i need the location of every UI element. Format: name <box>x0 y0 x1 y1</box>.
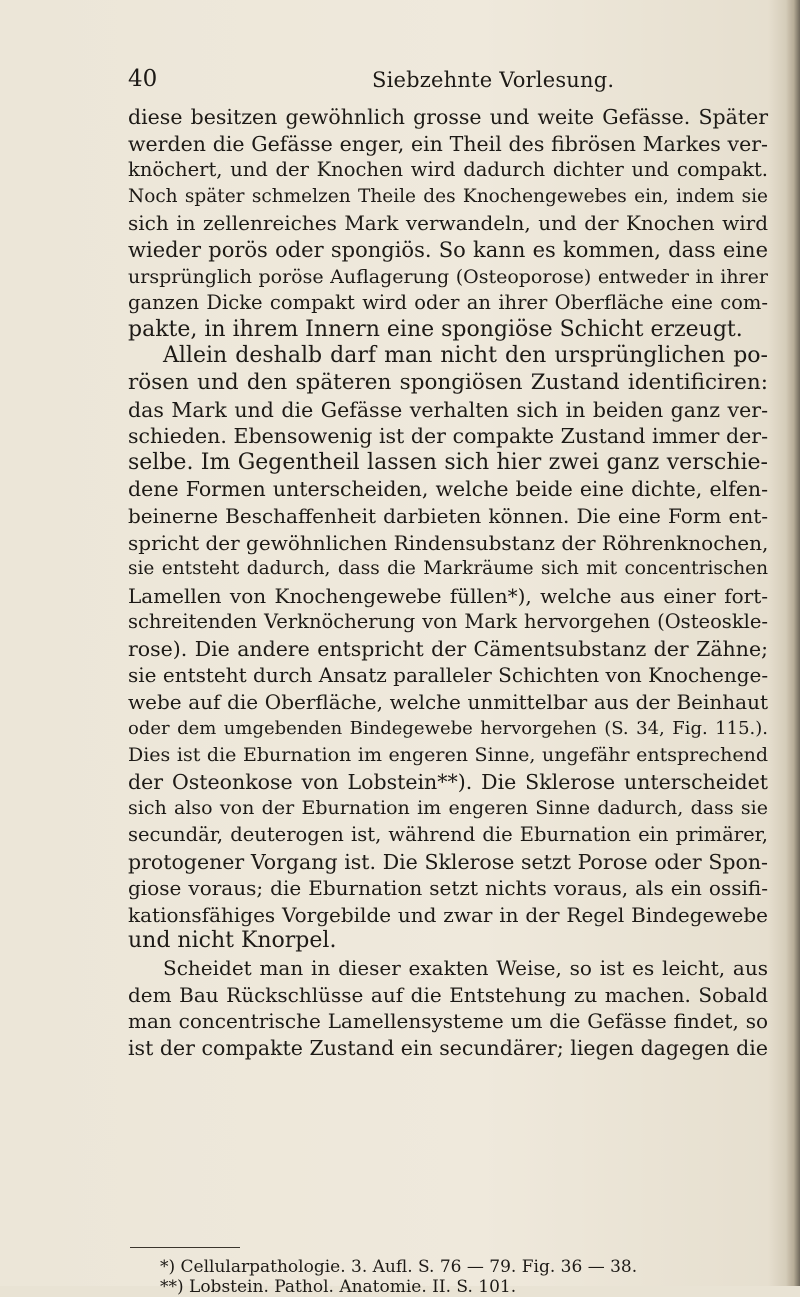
footnote-rule <box>130 1247 240 1248</box>
text-line: beinerne Beschaffenheit darbieten können. Die eine Form ent- <box>128 503 768 528</box>
text-line: rösen und den späteren spongiösen Zustand identificiren: <box>128 369 768 395</box>
text-line: und nicht Knorpel. <box>128 928 337 954</box>
text-line: secundär, deuterogen ist, während die Eburnation ein primärer, <box>128 823 768 847</box>
text-line: ursprünglich poröse Auflagerung (Osteoporose) entweder in ihrer <box>128 265 768 288</box>
body-text <box>128 104 768 1061</box>
text-line: dem Bau Rückschlüsse auf die Entstehung zu machen. Sobald <box>128 982 768 1007</box>
text-line: man concentrische Lamellensysteme um die Gefässe findet, so <box>128 1009 768 1034</box>
text-line: schreitenden Verknöcherung von Mark hervorgehen (Osteoskle- <box>128 610 768 634</box>
text-line: sich also von der Eburnation im engeren Sinne dadurch, dass sie <box>128 797 768 820</box>
text-line: rose). Die andere entspricht der Cämentsubstanz der Zähne; <box>128 636 768 661</box>
text-line: wieder porös oder spongiös. So kann es kommen, dass eine <box>128 237 768 262</box>
text-line: sie entsteht dadurch, dass die Markräume sich mit concentrischen <box>128 558 768 580</box>
text-line: diese besitzen gewöhnlich grosse und weite Gefässe. Später <box>128 105 768 129</box>
text-line: knöchert, und der Knochen wird dadurch dichter und compakt. <box>128 158 768 182</box>
text-line: oder dem umgebenden Bindegewebe hervorgehen (S. 34, Fig. 115.). <box>128 717 768 739</box>
text-line: spricht der gewöhnlichen Rindensubstanz der Röhrenknochen, <box>128 530 769 555</box>
page-edge-shadow <box>786 0 800 1286</box>
page-number: 40 <box>128 66 158 92</box>
text-line: der Osteonkose von Lobstein**). Die Sklerose unterscheidet <box>128 769 768 794</box>
text-line: werden die Gefässe enger, ein Theil des fibrösen Markes ver- <box>128 131 768 156</box>
footnotes <box>160 1257 760 1297</box>
text-line: pakte, in ihrem Innern eine spongiöse Schicht erzeugt. <box>128 316 743 342</box>
text-line: Dies ist die Eburnation im engeren Sinne, ungefähr entsprechend <box>128 744 768 767</box>
text-line: Lamellen von Knochengewebe füllen*), welche aus einer fort- <box>128 583 768 608</box>
page-header <box>128 66 768 100</box>
text-line: das Mark und die Gefässe verhalten sich in beiden ganz ver- <box>128 397 768 422</box>
text-line: sich in zellenreiches Mark verwandeln, und der Knochen wird <box>128 211 768 236</box>
text-line: Allein deshalb darf man nicht den ursprünglichen po- <box>163 343 768 369</box>
footnote: *) Cellularpathologie. 3. Aufl. S. 76 — 79. Fig. 36 — 38. <box>160 1257 638 1277</box>
text-line: dene Formen unterscheiden, welche beide eine dichte, elfen- <box>128 477 768 502</box>
text-line: ist der compakte Zustand ein secundärer; liegen dagegen die <box>128 1035 768 1060</box>
text-line: schieden. Ebensowenig ist der compakte Zustand immer der- <box>128 424 768 449</box>
text-line: kationsfähiges Vorgebilde und zwar in der Regel Bindegewebe <box>128 902 768 927</box>
text-line: Noch später schmelzen Theile des Knochengewebes ein, indem sie <box>128 185 768 207</box>
running-head: Siebzehnte Vorlesung. <box>372 68 615 92</box>
text-line: giose voraus; die Eburnation setzt nichts voraus, als ein ossifi- <box>128 876 768 901</box>
text-line: sie entsteht durch Ansatz paralleler Schichten von Knochenge- <box>128 663 769 688</box>
text-line: Scheidet man in dieser exakten Weise, so ist es leicht, aus <box>163 956 768 980</box>
text-line: webe auf die Oberfläche, welche unmittelbar aus der Beinhaut <box>128 690 768 715</box>
text-line: selbe. Im Gegentheil lassen sich hier zwei ganz verschie- <box>128 449 768 475</box>
footnote: **) Lobstein. Pathol. Anatomie. II. S. 101. <box>160 1277 517 1297</box>
text-line: protogener Vorgang ist. Die Sklerose setzt Porose oder Spon- <box>128 849 768 874</box>
text-line: ganzen Dicke compakt wird oder an ihrer Oberfläche eine com- <box>128 291 768 315</box>
